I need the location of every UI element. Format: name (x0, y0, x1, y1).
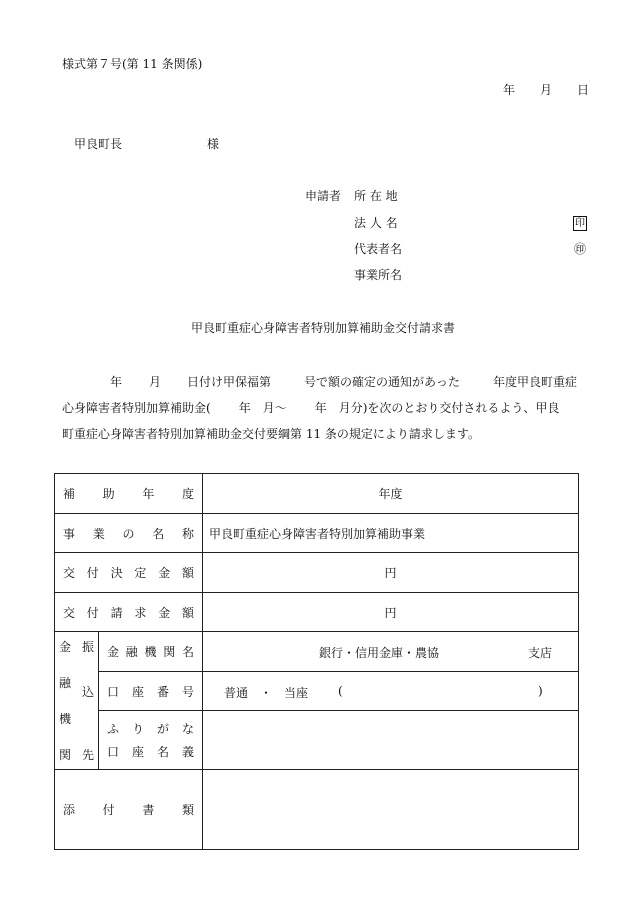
requested-amount-label: 交 付 請 求 金 額 (55, 593, 203, 632)
addressee-name: 甲良町長 (74, 137, 123, 151)
seal-mark-2: ㊞ (574, 242, 587, 256)
fiscal-year-label: 補 助 年 度 (55, 474, 203, 514)
seal-mark-1: 印 (575, 218, 585, 229)
date-day-label: 日 (577, 83, 590, 97)
bank-transfer-header: 金 融 機 関 振 込 先 (55, 632, 99, 770)
decided-amount-value[interactable]: 円 (203, 553, 579, 593)
addressee-honorific: 様 (207, 137, 220, 151)
table-row-decided-amount (55, 553, 579, 593)
account-holder-label: ふ り が な 口 座 名 義 (99, 711, 203, 770)
project-name-value[interactable]: 甲良町重症心身障害者特別加算補助事業 (203, 514, 579, 553)
requested-amount-value[interactable]: 円 (203, 593, 579, 632)
project-name-label: 事 業 の 名 称 (55, 514, 203, 553)
bank-name-label: 金 融 機 関 名 (99, 632, 203, 672)
table-row-account-number (55, 672, 579, 711)
body-line-3: 町重症心身障害者特別加算補助金交付要綱第 11 条の規定により請求します。 (62, 427, 480, 441)
table-row-project-name (55, 514, 579, 553)
request-form-table (54, 473, 579, 850)
table-row-bank-name (55, 632, 579, 672)
corp-name-label: 法 人 名 (354, 216, 398, 230)
table-row-attachments (55, 770, 579, 850)
attachments-value[interactable] (203, 770, 579, 850)
table-row-account-holder (55, 711, 579, 770)
applicant-label: 申請者 (305, 189, 342, 203)
decided-amount-label: 交 付 決 定 金 額 (55, 553, 203, 593)
date-month-label: 月 (540, 83, 553, 97)
fiscal-year-value[interactable]: 年度 (203, 474, 579, 514)
document-title: 甲良町重症心身障害者特別加算補助金交付請求書 (191, 321, 456, 335)
body-line-1: 年 月 日付け甲保福第 号で額の確定の通知があった 年度甲良町重症 (110, 375, 577, 389)
date-year-label: 年 (503, 83, 516, 97)
bank-name-value[interactable]: 銀行・信用金庫・農協 支店 (203, 632, 579, 672)
attachments-label: 添 付 書 類 (55, 770, 203, 850)
form-number: 様式第７号(第 11 条関係) (62, 57, 203, 71)
table-row-fiscal-year (55, 474, 579, 514)
table-row-requested-amount (55, 593, 579, 632)
body-line-2: 心身障害者特別加算補助金( 年 月～ 年 月分)を次のとおり交付されるよう、甲良 (62, 401, 560, 415)
address-label: 所 在 地 (354, 189, 398, 203)
office-name-label: 事業所名 (354, 268, 403, 282)
representative-label: 代表者名 (354, 242, 403, 256)
account-number-value[interactable]: 普通 ・ 当座 ( ) (203, 672, 579, 711)
account-holder-value[interactable] (203, 711, 579, 770)
account-number-label: 口 座 番 号 (99, 672, 203, 711)
